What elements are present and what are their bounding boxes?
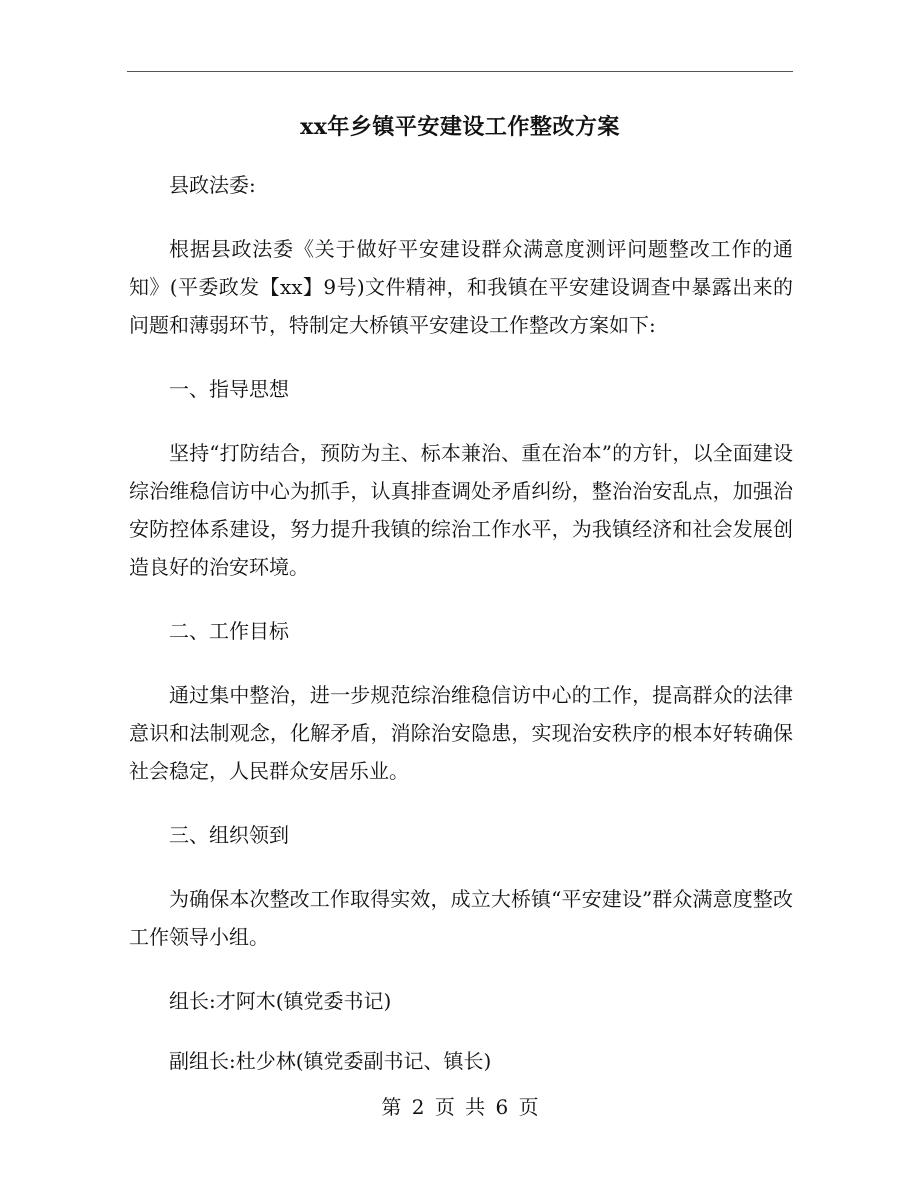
work-goals-paragraph: 通过集中整治，进一步规范综治维稳信访中心的工作，提高群众的法律意识和法制观念，化解矛盾，消除治安隐患，实现治安秩序的根本好转确保社会稳定，人民群众安居乐业。 [129,683,793,783]
intro-paragraph: 根据县政法委《关于做好平安建设群众满意度测评问题整改工作的通知》(平委政发【xx】9号)文件精神，和我镇在平安建设调查中暴露出来的问题和薄弱环节，特制定大桥镇平安建设工作整改方案如下: [129,237,793,337]
salutation: 县政法委: [169,173,256,197]
section-heading-work-goals: 二、工作目标 [169,619,289,643]
document-body [129,166,793,1106]
section-heading-organization: 三、组织领到 [169,823,289,847]
document-title: xx年乡镇平安建设工作整改方案 [300,114,620,140]
deputy-leader-line: 副组长:杜少林(镇党委副书记、镇长) [169,1049,492,1073]
header-divider [127,71,793,72]
organization-paragraph: 为确保本次整改工作取得实效，成立大桥镇“平安建设”群众满意度整改工作领导小组。 [129,887,793,949]
section-heading-guiding-thought: 一、指导思想 [169,377,289,401]
guiding-thought-paragraph: 坚持“打防结合，预防为主、标本兼治、重在治本”的方针，以全面建设综治维稳信访中心为抓手，认真排查调处矛盾纠纷，整治治安乱点，加强治安防控体系建设，努力提升我镇的综治工作水平，为我镇经济和社会发展创造良好的治安环境。 [129,441,793,579]
page-number-footer: 第 2 页 共 6 页 [381,1095,539,1119]
group-leader-line: 组长:才阿木(镇党委书记) [169,989,392,1013]
